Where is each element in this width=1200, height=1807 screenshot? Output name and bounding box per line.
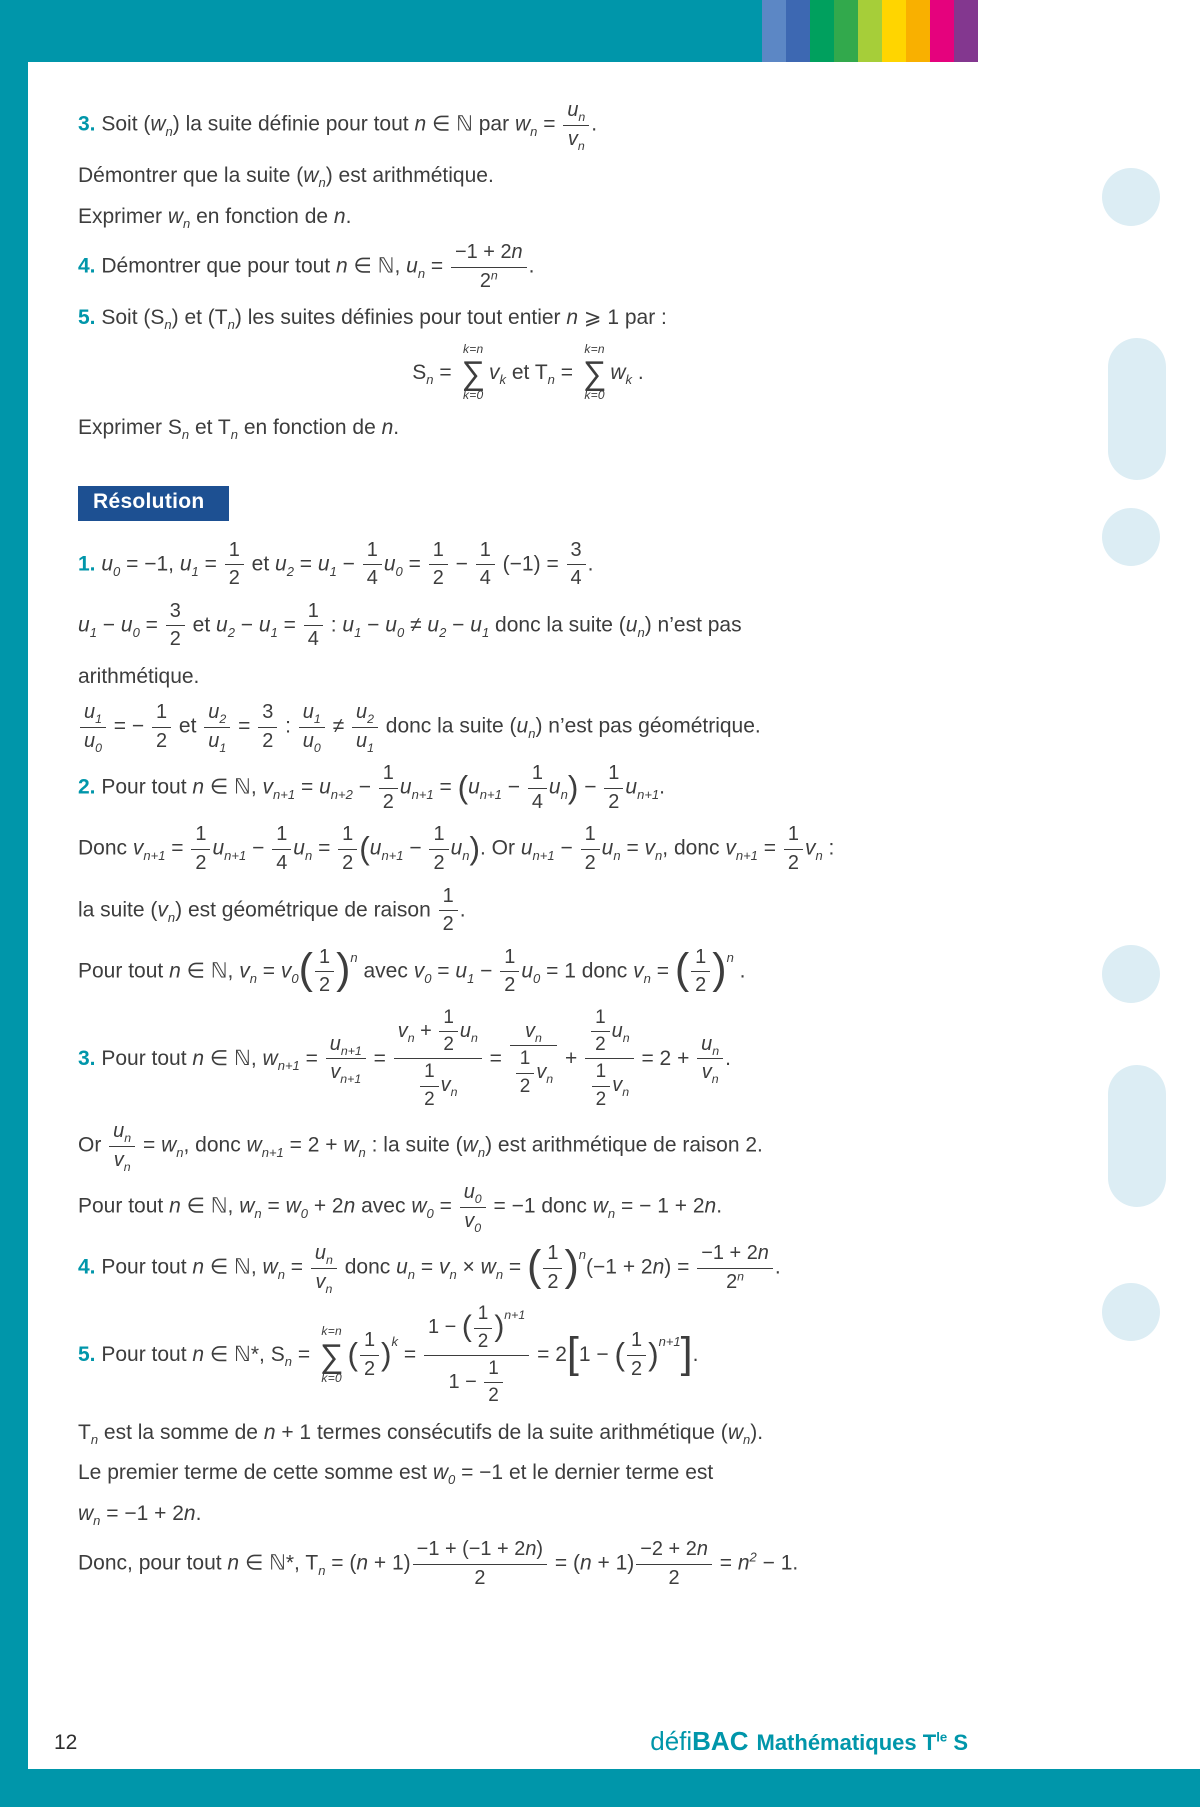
- math-line: Donc $v_{n+1}$ = $\frac{1}{2}$ $u_{n+1}$ − $\frac{1}{4}$ $u_n$ = $\frac{1}{2}$ ($u_{n+1}$ − $\frac{1}{2}$ $u_n$). Or $u_{n+1}$ − $\frac{1}{2}$ $u_n = v_n$, donc $v_{n+1}$ = $\frac{1}{2}$ $v_n$ :: [78, 823, 835, 874]
- page-content: [78, 90, 978, 1599]
- brand-defi: défi: [650, 1726, 693, 1756]
- math-line: Exprimer $w_n$ en fonction de n.: [78, 204, 352, 231]
- decorative-tab: [1102, 508, 1160, 566]
- color-stripe: [810, 0, 834, 62]
- bottom-border: [0, 1769, 1200, 1807]
- series-tail: S: [947, 1730, 968, 1755]
- math-line: 3. Soit $(w_n)$ la suite définie pour tout n ∈ ℕ par $w_n$ = $\frac{u_n}{v_n}$ .: [78, 99, 598, 153]
- color-stripe: [882, 0, 906, 62]
- page-number: 12: [54, 1731, 78, 1754]
- math-line: $T_n$ est la somme de n + 1 termes consécutifs de la suite arithmétique $(w_n)$.: [78, 1420, 764, 1447]
- math-line: arithmétique.: [78, 664, 200, 688]
- brand-logo: [650, 1726, 968, 1757]
- math-line: 2. Pour tout n ∈ ℕ, $v_{n+1} = u_{n+2}$ − $\frac{1}{2}$ $u_{n+1} = (u_{n+1}$ − $\frac{1}{4}$ $u_n$) − $\frac{1}{2}$ $u_{n+1}$.: [78, 762, 666, 813]
- math-line: Démontrer que la suite $(w_n)$ est arithmétique.: [78, 164, 494, 191]
- color-stripe: [930, 0, 954, 62]
- math-line: 3. Pour tout n ∈ ℕ, $w_{n+1}$ = $\frac{u_{n+1}}{v_{n+1}}$ = $v_n$ + $\frac{1}{2}$ $u_n$ $\frac{1}{2}$ $v_n$ = $v_n$ $\frac{1}{2}$ $v_n$ + $\frac{1}{2}$ $u_n$ $\frac{1}{2}$ $v_n$ = 2 + $\frac{u_n}{v_n}$ .: [78, 1006, 731, 1110]
- series-text: Mathématiques T: [756, 1730, 937, 1755]
- decorative-tab: [1102, 1283, 1160, 1341]
- math-line: 1. $u_0 = -1$, $u_1$ = $\frac{1}{2}$ et $u_2 = u_1$ − $\frac{1}{4}$ $u_0$ = $\frac{1}{2}$ − $\frac{1}{4}$ (−1) = $\frac{3}{4}$ .: [78, 538, 594, 590]
- decorative-tab: [1102, 168, 1160, 226]
- math-line: 4. Pour tout n ∈ ℕ, $w_n$ = $\frac{u_n}{v_n}$ donc $u_n = v_n \times w_n$ = ( $\frac{1}{2}$ )$^n$(−1 + 2n) = $\frac{-1 + 2n}{2^n}$ .: [78, 1242, 781, 1296]
- brand-series: [757, 1730, 969, 1755]
- math-line: 5. Pour tout n ∈ ℕ*, $S_n$ = k=n ∑ k=0 ( $\frac{1}{2}$ )$^k$ = 1 − ( $\frac{1}{2}$ )$^{n+1}$ 1 − $\frac{1}{2}$ = 2[1 − ( $\frac{1}{2}$ )$^{n+1}$].: [78, 1303, 699, 1407]
- math-line: Or $\frac{u_n}{v_n}$ = $w_n$, donc $w_{n+1} = 2 + w_n$ : la suite $(w_n)$ est arithmétique de raison 2.: [78, 1120, 763, 1174]
- color-stripe: [906, 0, 930, 62]
- resolution-header-wrap: [78, 486, 978, 521]
- color-stripe: [858, 0, 882, 62]
- color-stripe: [762, 0, 786, 62]
- math-line: 5. Soit $(S_n)$ et $(T_n)$ les suites définies pour tout entier n ⩾ 1 par :: [78, 306, 667, 333]
- math-line: Exprimer $S_n$ et $T_n$ en fonction de n.: [78, 416, 400, 443]
- math-line: Donc, pour tout n ∈ ℕ*, $T_n = (n + 1)$ $\frac{-1 + (-1 + 2n)}{2}$ = (n + 1) $\frac{-2 + 2n}{2}$ = $n^2 - 1$.: [78, 1538, 799, 1589]
- decorative-tab: [1102, 945, 1160, 1003]
- resolution-header: [78, 486, 229, 521]
- math-line: Le premier terme de cette somme est $w_0 = -1$ et le dernier terme est: [78, 1461, 714, 1488]
- series-sup: le: [936, 1729, 948, 1745]
- brand-bac: BAC: [692, 1726, 749, 1756]
- color-stripes: [762, 0, 978, 62]
- color-stripe: [834, 0, 858, 62]
- math-line: Pour tout n ∈ ℕ, $w_n = w_0 + 2n$ avec $w_0$ = $\frac{u_0}{v_0}$ = −1 donc $w_n$ = − 1 + 2n.: [78, 1181, 723, 1235]
- math-line: $S_n$ = k=n ∑ k=0 $v_k$ et $T_n$ = k=n ∑ k=0 $w_k$ .: [412, 341, 644, 403]
- top-border: [0, 0, 762, 62]
- math-line: 4. Démontrer que pour tout n ∈ ℕ, $u_n$ = $\frac{-1 + 2n}{2^n}$ .: [78, 241, 535, 292]
- solution-section: [78, 539, 978, 1591]
- math-line: $w_n = -1 + 2n$.: [78, 1501, 202, 1528]
- exercise-section: [78, 99, 978, 444]
- math-line: Pour tout n ∈ ℕ, $v_n = v_0$( $\frac{1}{2}$ )$^n$ avec $v_0 = u_1$ − $\frac{1}{2}$ $u_0 = 1$ donc $v_n$ = ( $\frac{1}{2}$ )$^n$ .: [78, 945, 746, 997]
- color-stripe: [954, 0, 978, 62]
- math-line: $u_1 - u_0$ = $\frac{3}{2}$ et $u_2 - u_1$ = $\frac{1}{4}$ : $u_1 - u_0 \ne u_2 - u_1$ donc la suite $(u_n)$ n’est pas: [78, 599, 742, 651]
- decorative-tab: [1108, 338, 1166, 480]
- resolution-label: Résolution: [93, 489, 205, 513]
- color-stripe: [786, 0, 810, 62]
- decorative-tab: [1108, 1065, 1166, 1207]
- left-border: [0, 0, 28, 1807]
- math-line: la suite $(v_n)$ est géométrique de raison $\frac{1}{2}$ .: [78, 884, 466, 936]
- math-line: $\frac{u_1}{u_0}$ = − $\frac{1}{2}$ et $\frac{u_2}{u_1}$ = $\frac{3}{2}$ : $\frac{u_1}{u_0}$ ≠ $\frac{u_2}{u_1}$ donc la suite $(u_n)$ n’est pas géométrique.: [78, 701, 978, 753]
